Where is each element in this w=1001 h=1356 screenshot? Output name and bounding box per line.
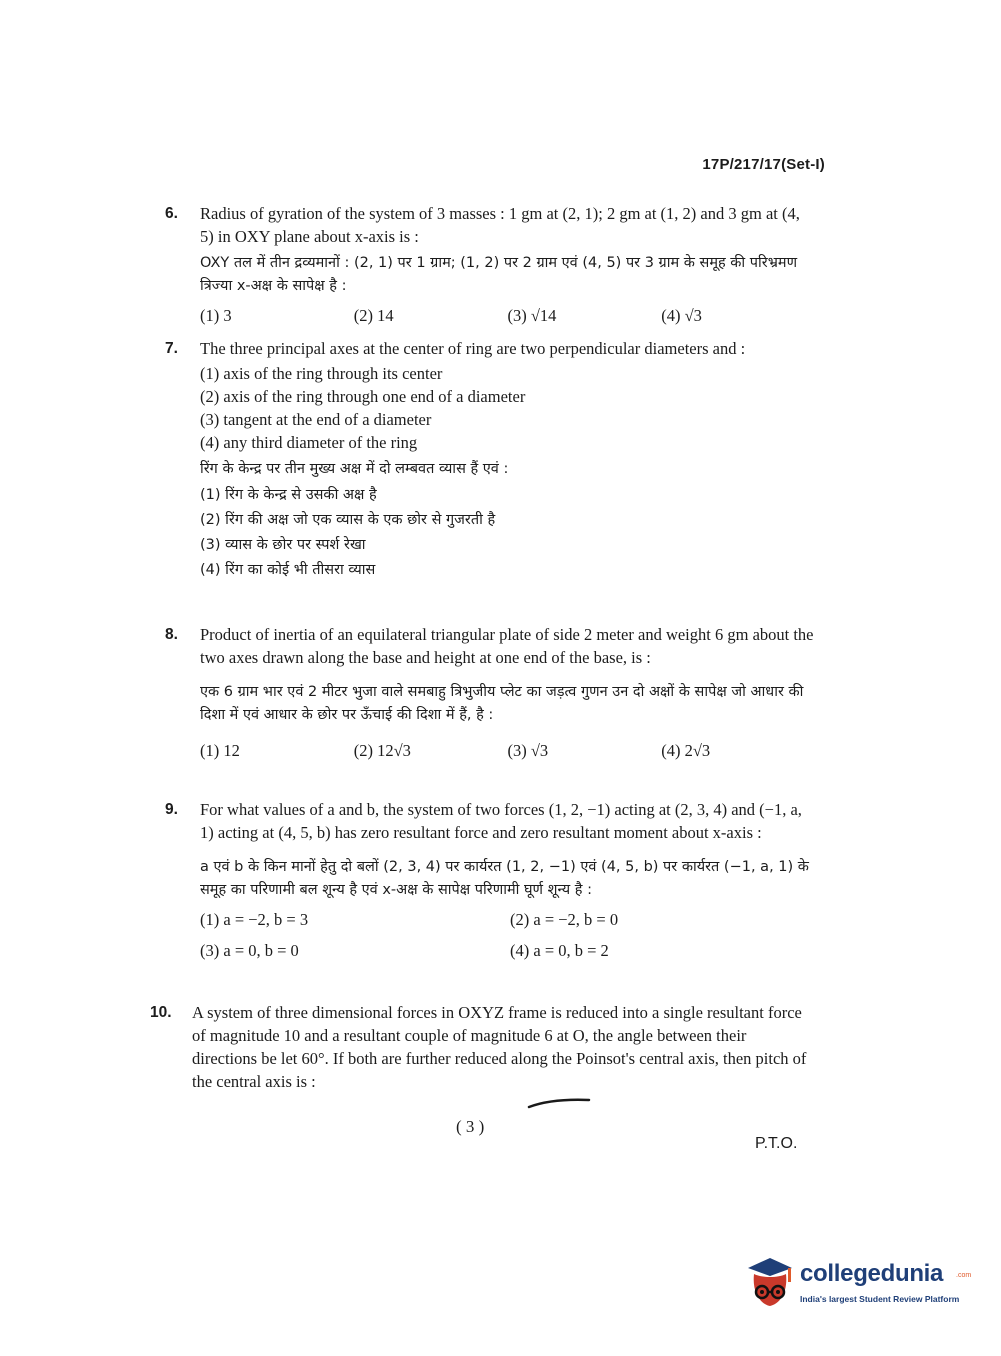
- option-2: (2) 14: [353, 306, 394, 325]
- option-4: (4) √3: [661, 306, 702, 325]
- question-number: 9.: [165, 801, 178, 818]
- option-4: (4) any third diameter of the ring: [200, 433, 418, 452]
- question-text-en: Radius of gyration of the system of 3 masses : 1 gm at (2, 1); 2 gm at (1, 2) and 3 gm at (4, 5) in OXY plane about x-axis is :: [200, 204, 800, 246]
- option-2: (2) 12√3: [353, 741, 411, 760]
- question-text-hi: a एवं b के किन मानों हेतु दो बलों (2, 3, 4) पर कार्यरत (1, 2, −1) एवं (4, 5, b) पर कार्यरत (−1, a, 1) के समूह का परिणामी बल शून्य है एवं x-अक्ष के सापेक्ष परिणामी घूर्ण शून्य है :: [200, 859, 809, 898]
- options-hi: [200, 483, 815, 583]
- options: [200, 739, 815, 762]
- option-1-hi: (1) रिंग के केन्द्र से उसकी अक्ष है: [200, 487, 377, 503]
- option-2-hi: (2) रिंग की अक्ष जो एक व्यास के एक छोर से गुजरती है: [200, 512, 496, 528]
- option-3-hi: (3) व्यास के छोर पर स्पर्श रेखा: [200, 537, 366, 553]
- question-text-hi: OXY तल में तीन द्रव्यमानों : (2, 1) पर 1 ग्राम; (1, 2) पर 2 ग्राम एवं (4, 5) पर 3 ग्राम के समूह की परिभ्रमण त्रिज्या x-अक्ष के सापेक्ष है :: [200, 255, 798, 294]
- page-number: ( 3 ): [456, 1117, 485, 1136]
- option-4: (4) a = 0, b = 2: [510, 941, 609, 960]
- option-2: (2) a = −2, b = 0: [510, 910, 619, 929]
- question-text-en: A system of three dimensional forces in OXYZ frame is reduced into a single resultant force of magnitude 10 and a resultant couple of magnitude 6 at O, the angle between their directions be let 60°. If both are further reduced along the Poinsot's central axis, then pitch of the central axis is :: [192, 1003, 807, 1091]
- paper-code: 17P/217/17(Set-I): [702, 156, 825, 173]
- question-10: [150, 1001, 810, 1093]
- question-text-hi: एक 6 ग्राम भार एवं 2 मीटर भुजा वाले समबाहु त्रिभुजीय प्लेट का जड़त्व गुणन उन दो अक्षों के सापेक्ष जो आधार की दिशा में एवं आधार के छोर पर ऊँचाई की दिशा में हैं, है :: [200, 684, 804, 723]
- question-9: [165, 798, 815, 962]
- collegedunia-logo-icon: [742, 1252, 798, 1312]
- pen-scribble: [525, 1095, 595, 1111]
- question-6: [165, 202, 815, 327]
- option-1: (1) axis of the ring through its center: [200, 364, 443, 383]
- brand-name: collegedunia: [800, 1260, 944, 1287]
- option-4: (4) 2√3: [661, 741, 711, 760]
- question-text-en: The three principal axes at the center of ring are two perpendicular diameters and :: [200, 339, 746, 358]
- options: [200, 908, 815, 962]
- pto-label: P.T.O.: [755, 1135, 798, 1152]
- question-text-hi: रिंग के केन्द्र पर तीन मुख्य अक्ष में दो लम्बवत व्यास हैं एवं :: [200, 461, 509, 477]
- option-1: (1) 12: [200, 741, 240, 760]
- option-4-hi: (4) रिंग का कोई भी तीसरा व्यास: [200, 562, 376, 578]
- option-3: (3) tangent at the end of a diameter: [200, 410, 432, 429]
- question-number: 6.: [165, 205, 178, 222]
- question-number: 8.: [165, 626, 178, 643]
- brand-tagline: India's largest Student Review Platform: [800, 1294, 960, 1304]
- question-7: [165, 337, 815, 583]
- options-en: [200, 362, 815, 454]
- brand-watermark: [742, 1250, 970, 1314]
- question-8: [165, 623, 815, 762]
- question-number: 7.: [165, 340, 178, 357]
- option-2: (2) axis of the ring through one end of a diameter: [200, 387, 526, 406]
- option-1: (1) 3: [200, 306, 232, 325]
- brand-domain: .com: [956, 1272, 972, 1279]
- question-text-en: For what values of a and b, the system of two forces (1, 2, −1) acting at (2, 3, 4) and (−1, a, 1) acting at (4, 5, b) has zero resultant force and zero resultant moment about x-axis :: [200, 800, 802, 842]
- question-number: 10.: [150, 1004, 172, 1021]
- option-1: (1) a = −2, b = 3: [200, 910, 309, 929]
- options: [200, 304, 815, 327]
- option-3: (3) √14: [507, 306, 557, 325]
- question-text-en: Product of inertia of an equilateral triangular plate of side 2 meter and weight 6 gm about the two axes drawn along the base and height at one end of the base, is :: [200, 625, 814, 667]
- option-3: (3) a = 0, b = 0: [200, 941, 299, 960]
- option-3: (3) √3: [507, 741, 549, 760]
